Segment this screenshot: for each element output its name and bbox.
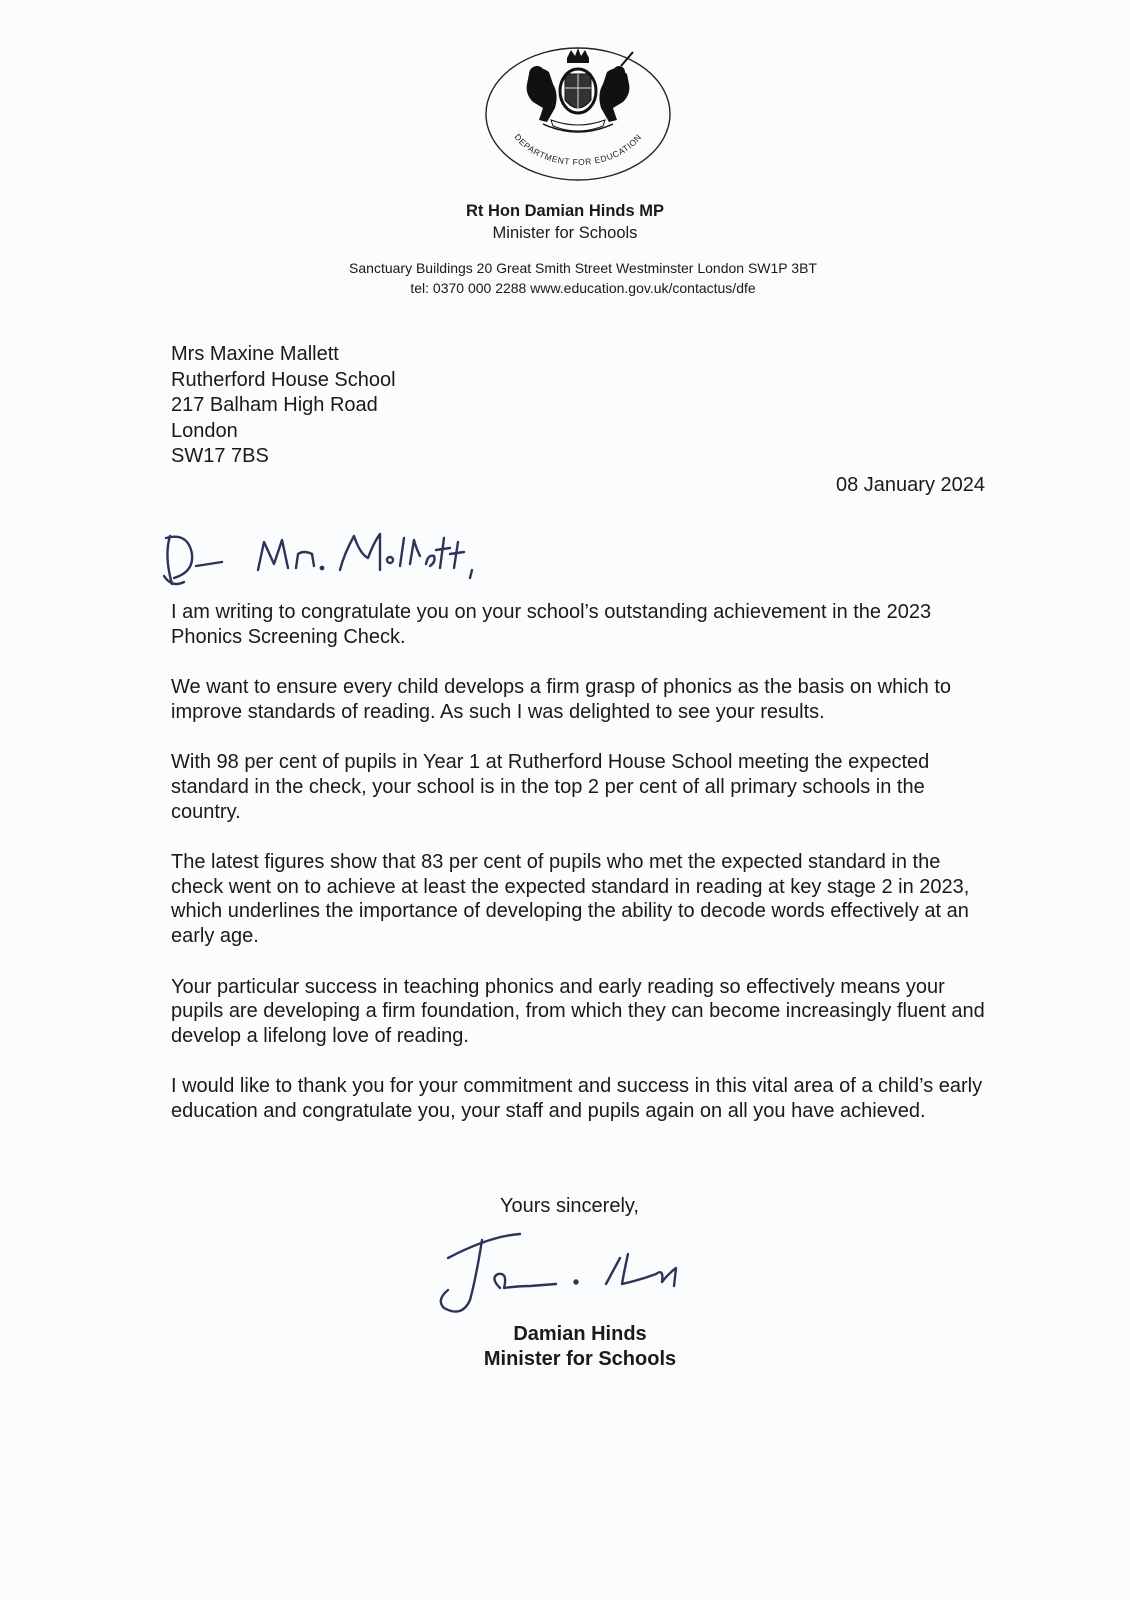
body-paragraph: I am writing to congratulate you on your school’s outstanding achievement in the 2023 Phonics Screening Check.	[171, 601, 932, 648]
valediction: Yours sincerely,	[500, 1195, 639, 1217]
body-paragraph: The latest figures show that 83 per cent of pupils who met the expected standard in the check went on to achieve at least the expected standard in reading at key stage 2 in 2023, which underlines the importance of developing the ability to decode words effectively at an early age.	[171, 851, 970, 947]
body-paragraph: We want to ensure every child develops a firm grasp of phonics as the basis on which to improve standards of reading. As such I was delighted to see your results.	[171, 676, 952, 723]
recipient-city: London	[171, 419, 238, 442]
recipient-name: Mrs Maxine Mallett	[171, 343, 339, 365]
royal-coat-of-arms-icon	[481, 44, 675, 184]
handwritten-signature-icon	[430, 1228, 730, 1328]
sender-address: Sanctuary Buildings 20 Great Smith Street Westminster London SW1P 3BT	[349, 260, 817, 276]
recipient-postcode: SW17 7BS	[171, 445, 269, 467]
body-paragraph: With 98 per cent of pupils in Year 1 at Rutherford House School meeting the expected standard in the check, your school is in the top 2 per cent of all primary schools in the country.	[171, 751, 930, 823]
recipient-address-block	[171, 342, 396, 470]
department-crest-logo	[481, 44, 675, 184]
recipient-school: Rutherford House School	[171, 368, 396, 391]
handwritten-salutation	[158, 528, 518, 600]
signatory-role: Minister for Schools	[483, 1348, 677, 1370]
body-paragraph: Your particular success in teaching phonics and early reading so effectively means your pupils are developing a firm foundation, from which they can become increasingly fluent and develop a lifelong love of reading.	[171, 975, 985, 1047]
minister-name: Rt Hon Damian Hinds MP	[465, 202, 664, 220]
signatory-name: Damian Hinds	[513, 1323, 647, 1345]
letter-body	[171, 600, 996, 1150]
crest-ring-text: DEPARTMENT FOR EDUCATION	[512, 131, 644, 168]
svg-text:DEPARTMENT FOR EDUCATION	[513, 132, 644, 167]
minister-role: Minister for Schools	[492, 224, 638, 242]
letter-date: 08 January 2024	[835, 474, 985, 496]
body-paragraph: I would like to thank you for your commitment and success in this vital area of a child’s early education and congratulate you, your staff and pupils again on all you have achieved.	[171, 1075, 983, 1122]
recipient-street: 217 Balham High Road	[171, 394, 378, 416]
sender-contact: tel: 0370 000 2288 www.education.gov.uk/contactus/dfe	[410, 280, 756, 296]
